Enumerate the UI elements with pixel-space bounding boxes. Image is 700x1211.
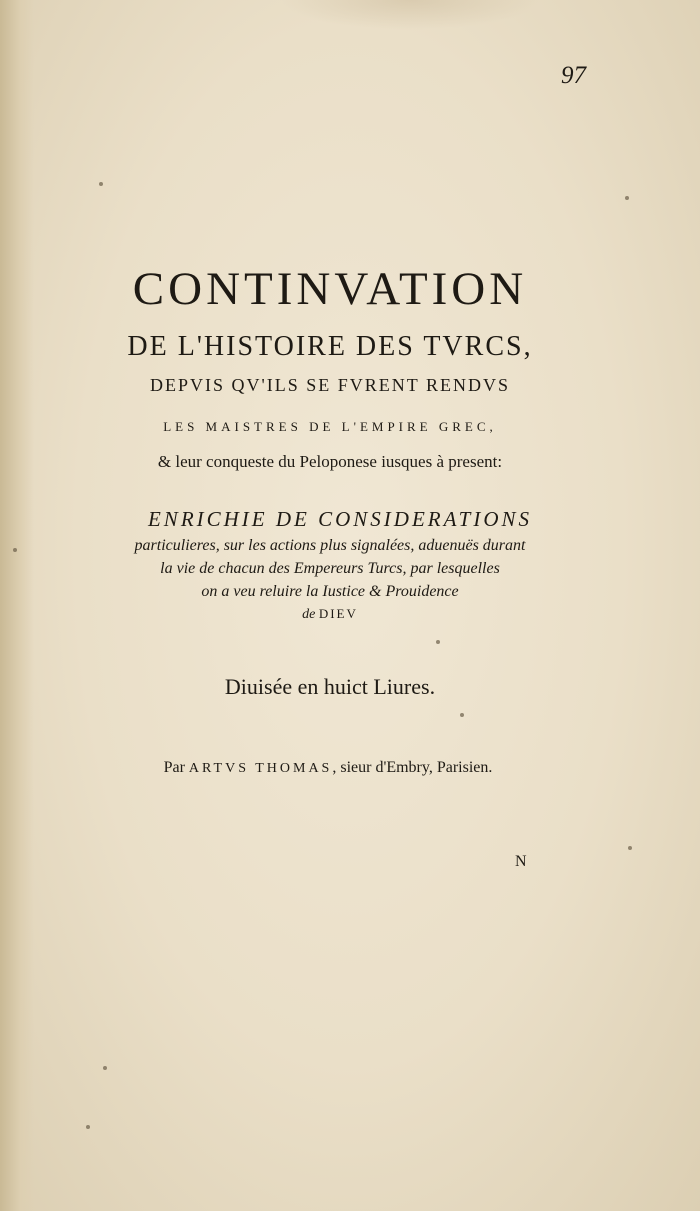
paper-speck [625,196,629,200]
subtitle-depuis: DEPVIS QV'ILS SE FVRENT RENDVS [150,375,510,395]
author-prefix: Par [163,759,185,776]
text-particulieres: particulieres, sur les actions plus signalées, aduenuës durant [134,537,526,554]
subtitle-histoire: DE L'HISTOIRE DES TVRCS, [127,331,533,362]
paper-speck [13,548,17,552]
text-iustice: on a veu reluire la Iustice & Prouidence [201,583,459,600]
text-de-dieu [0,606,660,623]
text-empereurs: la vie de chacun des Empereurs Turcs, par lesquelles [160,560,500,577]
paper-speck [86,1125,90,1129]
enrichie-heading: ENRICHIE DE CONSIDERATIONS [147,507,533,531]
signature-mark: N [515,853,527,870]
author-line [0,759,656,777]
subtitle-conqueste: & leur conqueste du Peloponese iusques à present: [157,452,503,471]
paper-stain [280,0,540,30]
text-diuisee: Diuisée en huict Liures. [224,674,436,699]
title-continvation: CONTINVATION [132,263,528,315]
page-number: 97 [561,62,586,89]
paper-speck [460,713,464,717]
de-word: de [302,607,316,622]
author-name: ARTVS THOMAS [188,761,333,776]
paper-speck [628,846,632,850]
paper-speck [103,1066,107,1070]
paper-speck [436,640,440,644]
paper-speck [99,182,103,186]
dieu-word: DIEV [318,606,358,621]
subtitle-maistres: LES MAISTRES DE L'EMPIRE GREC, [163,419,497,434]
author-suffix: , sieur d'Embry, Parisien. [332,759,493,776]
